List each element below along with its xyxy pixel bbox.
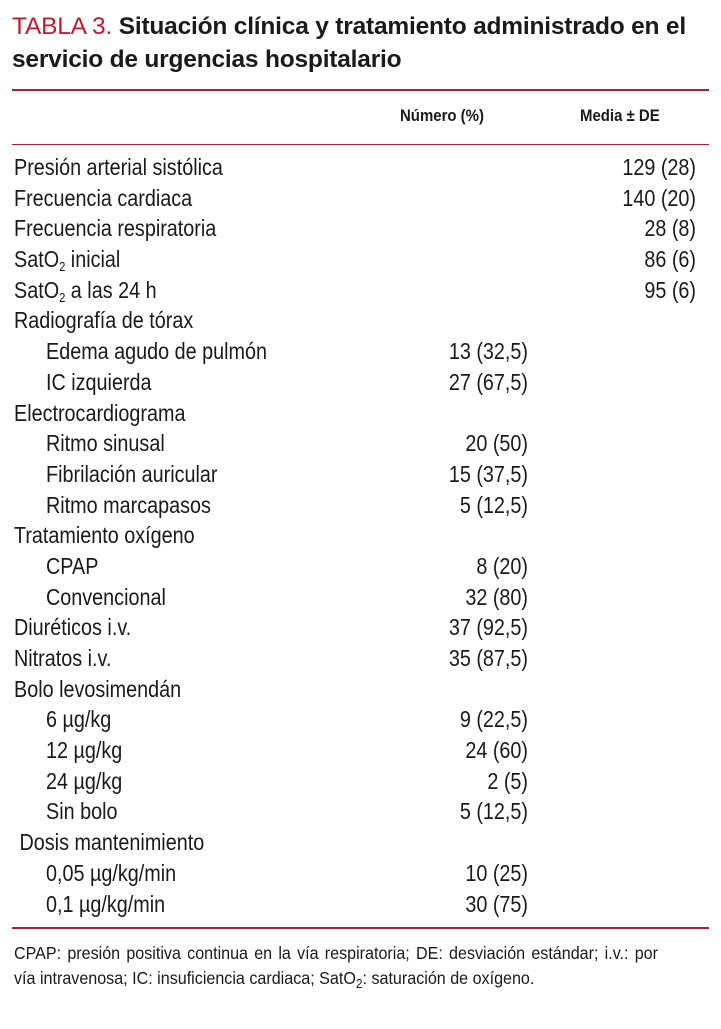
table-row xyxy=(0,428,721,459)
row-numero-cell: 27 (67,5) xyxy=(448,368,528,395)
row-media-cell: 129 (28) xyxy=(622,154,696,180)
row-numero-cell: 32 (80) xyxy=(465,583,528,610)
row-label: Ritmo sinusal xyxy=(46,430,165,457)
table-body xyxy=(0,152,721,919)
table-row xyxy=(0,305,721,336)
row-numero-cell: 9 (22,5) xyxy=(459,706,528,733)
row-label: 6 µg/kg xyxy=(46,706,112,733)
row-label: Edema agudo de pulmón xyxy=(46,338,268,365)
row-label: 0,1 µg/kg/min xyxy=(46,890,166,917)
row-label: Nitratos i.v. xyxy=(14,645,112,671)
table-row xyxy=(0,183,721,214)
row-numero-cell: 13 (32,5) xyxy=(448,338,528,365)
row-label: Presión arterial sistólica xyxy=(14,154,223,180)
row-label xyxy=(14,244,120,275)
footnote-text-post: : saturación de oxígeno. xyxy=(362,968,535,988)
row-label-subscript: 2 xyxy=(59,289,66,305)
table-title-text: Situación clínica y tratamiento administrado en el servicio de urgencias hospitalario xyxy=(12,13,686,73)
footnote-text-pre: CPAP: presión positiva continua en la vía respiratoria; DE: desviación estándar; i.v.: por vía intravenosa; IC: insuficiencia cardiaca; SatO xyxy=(14,943,658,988)
table-row xyxy=(0,704,721,735)
table-row xyxy=(0,398,721,429)
row-label: Convencional xyxy=(46,583,166,610)
row-label: 0,05 µg/kg/min xyxy=(46,859,177,886)
table-row xyxy=(0,582,721,613)
row-label-suffix: inicial xyxy=(65,246,121,273)
row-label: IC izquierda xyxy=(46,368,152,395)
row-media-cell: 28 (8) xyxy=(644,215,696,242)
row-label-text: SatO xyxy=(14,276,60,303)
row-label-suffix: a las 24 h xyxy=(65,276,157,303)
table-row xyxy=(0,612,721,643)
row-label: 12 µg/kg xyxy=(46,737,123,764)
table-row xyxy=(0,674,721,705)
table-title xyxy=(12,10,712,76)
table-row xyxy=(0,735,721,766)
table-row xyxy=(0,827,721,858)
table-row xyxy=(0,213,721,244)
row-numero-cell: 2 (5) xyxy=(487,767,528,794)
table-row xyxy=(0,858,721,889)
row-label: Frecuencia respiratoria xyxy=(14,215,217,242)
table-row xyxy=(0,490,721,521)
row-label: CPAP xyxy=(46,552,99,579)
row-numero-cell: 24 (60) xyxy=(465,737,528,764)
table-row xyxy=(0,336,721,367)
table-row xyxy=(0,796,721,827)
table-row xyxy=(0,152,721,183)
row-label: Ritmo marcapasos xyxy=(46,491,211,518)
row-numero-cell: 10 (25) xyxy=(465,859,528,886)
row-numero-cell: 5 (12,5) xyxy=(459,491,528,518)
row-numero-cell: 15 (37,5) xyxy=(448,460,528,487)
row-label: Fibrilación auricular xyxy=(46,460,218,487)
column-header-numero: Número (%) xyxy=(400,106,484,125)
table-row xyxy=(0,367,721,398)
footnote-subscript: 2 xyxy=(355,976,363,991)
footnote xyxy=(14,941,658,991)
table-row xyxy=(0,244,721,275)
row-numero-cell: 35 (87,5) xyxy=(448,645,528,671)
row-label: Bolo levosimendán xyxy=(14,675,182,702)
top-rule xyxy=(12,89,709,91)
row-label: Electrocardiograma xyxy=(14,399,186,426)
row-label: Dosis mantenimiento xyxy=(14,829,205,856)
row-numero-cell: 8 (20) xyxy=(476,552,528,579)
bottom-rule xyxy=(12,927,709,929)
row-label: Frecuencia cardiaca xyxy=(14,184,193,211)
table-row xyxy=(0,643,721,674)
table-row xyxy=(0,520,721,551)
row-label: Radiografía de tórax xyxy=(14,307,194,334)
table-row xyxy=(0,889,721,920)
row-label-text: SatO xyxy=(14,246,60,273)
table-number-label: TABLA 3. xyxy=(12,13,113,40)
row-media-cell: 86 (6) xyxy=(644,246,696,273)
row-label-subscript: 2 xyxy=(59,259,66,275)
table-row xyxy=(0,766,721,797)
row-label xyxy=(14,275,157,306)
row-numero-cell: 37 (92,5) xyxy=(448,614,528,641)
row-label: Diuréticos i.v. xyxy=(14,614,132,641)
row-media-cell: 140 (20) xyxy=(622,184,696,211)
row-numero-cell: 30 (75) xyxy=(465,890,528,917)
row-label: Sin bolo xyxy=(46,798,118,825)
column-header-media: Media ± DE xyxy=(580,106,660,125)
row-numero-cell: 20 (50) xyxy=(465,430,528,457)
table-row xyxy=(0,551,721,582)
table-row xyxy=(0,459,721,490)
table-row xyxy=(0,275,721,306)
row-numero-cell: 5 (12,5) xyxy=(459,798,528,825)
row-label: Tratamiento oxígeno xyxy=(14,522,195,549)
row-media-cell: 95 (6) xyxy=(644,276,696,303)
row-label: 24 µg/kg xyxy=(46,767,123,794)
header-rule xyxy=(12,144,709,145)
